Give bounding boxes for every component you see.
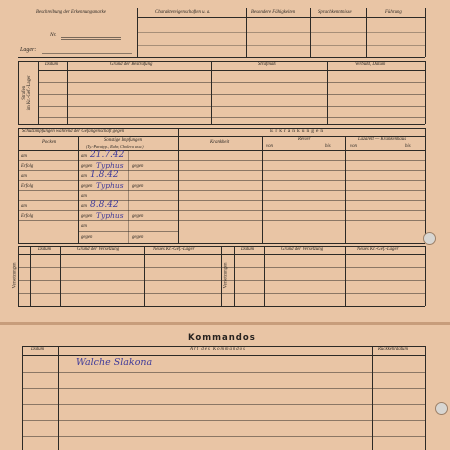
lazarett-bis: bis: [405, 144, 411, 149]
kommandos-header-datum: Datum: [31, 347, 45, 352]
strafen-header-datum: Datum: [45, 62, 59, 67]
sonst-gegen-5: gegen: [81, 235, 93, 240]
impf-date-2: 1.8.42: [90, 170, 119, 180]
col-revier: Revier: [298, 137, 311, 142]
vers-header-lager-r: Neues Kr.-Gef.-Lager: [357, 247, 399, 252]
col-lazarett: Lazarett — Krankenhaus: [358, 137, 407, 142]
sonst-am-3: am: [81, 194, 87, 199]
header-erkennungsmarke: Beschreibung der Erkennungsmarke: [36, 10, 106, 15]
row1-erfolg: Erfolg: [21, 164, 34, 169]
impf-gegen-3: Typhus: [96, 211, 124, 220]
kommando-entry: Walche Slakona: [76, 357, 153, 368]
kommandos-header-rueckkehr: Rückkehrdatum: [378, 347, 408, 352]
sonst-gegen-5b: gegen: [132, 235, 144, 240]
revier-bis: bis: [325, 144, 331, 149]
punch-hole-lower: [435, 402, 448, 415]
header-sprachkenntnisse: Sprachkenntnisse: [318, 10, 352, 15]
row3-am: am: [21, 204, 27, 209]
revier-von: von: [266, 144, 273, 149]
strafen-header-strafmass: Strafmaß: [258, 62, 276, 67]
nr-label: Nr.: [50, 32, 57, 38]
impf-date-1: 21.7.42: [90, 150, 125, 160]
sonst-gegen-1: gegen: [81, 164, 93, 169]
impf-gegen-1: Typhus: [96, 161, 124, 170]
row3-erfolg: Erfolg: [21, 214, 34, 219]
impf-gegen-2: Typhus: [96, 181, 124, 190]
sonst-am-4: am: [81, 204, 87, 209]
row2-erfolg: Erfolg: [21, 184, 34, 189]
vers-header-grund-r: Grund der Versetzung: [281, 247, 324, 252]
lager-label: Lager:: [20, 47, 37, 53]
col-pocken: Pocken: [42, 140, 57, 145]
kommandos-header-art: Art des Kommandos: [190, 347, 246, 352]
col-sonstige: Sonstige Impfungen: [104, 138, 142, 143]
versetzungen-side-right: Versetzungen: [223, 262, 229, 289]
strafen-side-label: Strafen im Kr.-Gef.-Lager: [22, 75, 32, 111]
impfungen-title: Schutzimpfungen während der Gefangenschaft gegen: [22, 129, 125, 134]
punch-hole-upper: [423, 232, 436, 245]
sonst-gegen-2: gegen: [81, 184, 93, 189]
vers-header-datum-r: Datum: [241, 247, 255, 252]
strafen-header-verbuesst: Verbüßt, Datum: [355, 62, 386, 67]
sonst-gegen-3: gegen: [81, 214, 93, 219]
vers-header-datum-l: Datum: [38, 247, 52, 252]
sonst-am-2: am: [81, 174, 87, 179]
sonst-gegen-3b: gegen: [132, 214, 144, 219]
sonst-am-1: am: [81, 154, 87, 159]
row1-am: am: [21, 154, 27, 159]
col-sonstige-sub: (Ty.-Paratyp., Ruhr, Cholera usw.): [86, 144, 144, 149]
vers-header-grund-l: Grund der Versetzung: [77, 247, 120, 252]
strafen-header-grund: Grund der Bestrafung: [110, 62, 153, 67]
lazarett-von: von: [350, 144, 357, 149]
sonst-gegen-1b: gegen: [132, 164, 144, 169]
header-faehigkeiten: Besondere Fähigkeiten: [251, 10, 296, 15]
card-fold: [0, 322, 450, 325]
kommandos-title: Kommandos: [188, 333, 256, 343]
row2-am: am: [21, 174, 27, 179]
col-krankheit: Krankheit: [210, 140, 230, 145]
sonst-am-5: am: [81, 224, 87, 229]
erkrankungen-title: Erkrankungen: [270, 128, 326, 134]
versetzungen-side-left: Versetzungen: [12, 262, 18, 289]
impf-date-3: 8.8.42: [90, 200, 119, 210]
header-fuehrung: Führung: [385, 10, 402, 15]
sonst-gegen-2b: gegen: [132, 184, 144, 189]
header-charakter: Charaktereigenschaften u. a.: [155, 10, 211, 15]
vers-header-lager-l: Neues Kr.-Gef.-Lager: [153, 247, 195, 252]
